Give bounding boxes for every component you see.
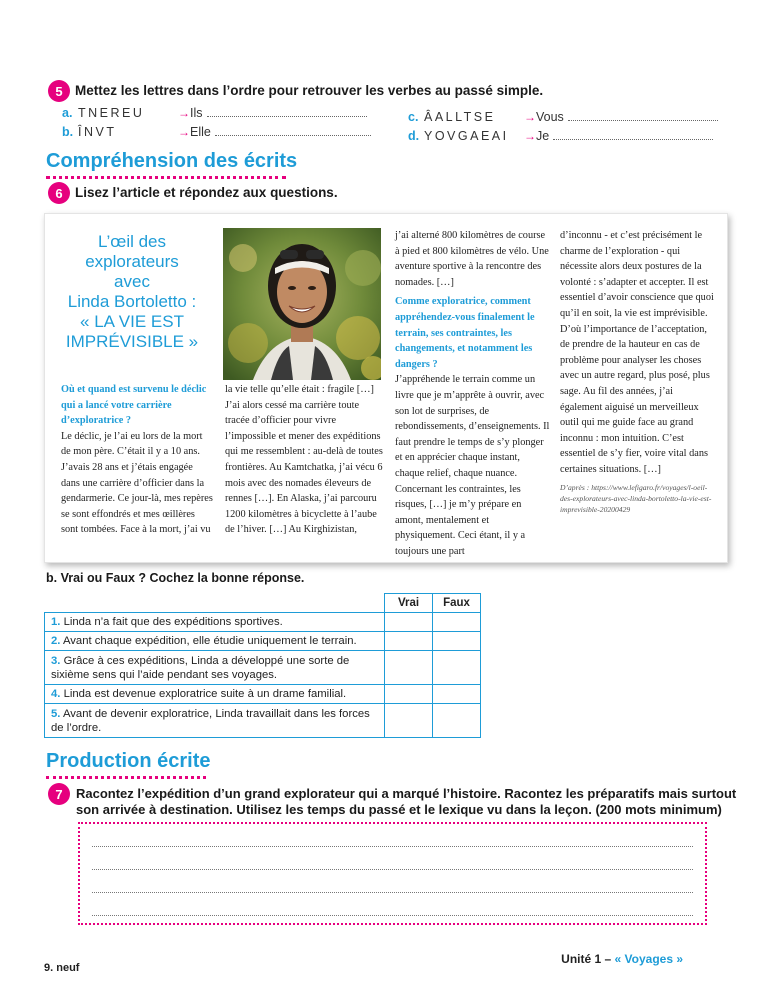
interview-answer: j’ai alterné 800 kilomètres de course à pied et 800 kilomètres de vélo. Une aventure sportive à la rencontre des nomades. […] — [395, 230, 549, 288]
exercise-instruction-line: Racontez l’expédition d’un grand explorateur qui a marqué l’histoire. Racontez les préparatifs mais surtout — [76, 786, 737, 801]
statement-number: 3. — [51, 654, 61, 667]
answer-blank[interactable] — [553, 130, 713, 140]
section-title-production: Production écrite — [46, 750, 211, 772]
statement — [45, 632, 385, 651]
scramble-item — [408, 110, 718, 124]
statement-text: Avant chaque expédition, elle étudie uniquement le terrain. — [62, 635, 357, 647]
scramble-item — [62, 125, 371, 139]
statement-number: 4. — [51, 688, 61, 700]
header-blank — [45, 594, 385, 613]
arrow-icon: → — [178, 125, 190, 139]
statement-text: Linda n’a fait que des expéditions sportives. — [63, 616, 283, 628]
true-false-table — [44, 593, 481, 738]
scrambled-word: ÎNVT — [78, 125, 117, 139]
scramble-item — [408, 129, 713, 143]
arrow-icon: → — [524, 110, 536, 124]
vrai-checkbox[interactable] — [385, 651, 433, 685]
unit-number: Unité 1 – — [561, 952, 615, 966]
table-row — [45, 685, 481, 704]
exercise-number-badge: 7 — [48, 783, 70, 805]
statement-number: 1. — [51, 616, 61, 628]
interview-answer: Le déclic, je l’ai eu lors de la mort de mon père. C’était il y a 10 ans. J’avais 28 ans et j’étais engagée dans une carrière d’officier dans la gendarmerie. Ce jour-là, mes repères se sont effondrés et mes œillères sont tombées. Face à la mort, j’ai vu — [61, 430, 213, 536]
table-header-row — [45, 594, 481, 613]
statement-number: 2. — [51, 635, 61, 647]
table-row — [45, 613, 481, 632]
vrai-checkbox[interactable] — [385, 632, 433, 651]
page-number: 9. neuf — [44, 962, 80, 974]
table-row — [45, 704, 481, 738]
writing-line[interactable] — [92, 915, 693, 916]
scrambled-word: TNEREU — [78, 106, 145, 120]
article-column-4 — [560, 228, 716, 515]
portrait-photo — [223, 228, 381, 380]
section-underline — [46, 176, 286, 179]
vrai-checkbox[interactable] — [385, 704, 433, 738]
exercise-instruction: Lisez l’article et répondez aux questions. — [75, 185, 338, 200]
statement — [45, 613, 385, 632]
article-card — [44, 213, 728, 563]
writing-line[interactable] — [92, 892, 693, 893]
table-row — [45, 632, 481, 651]
interview-question: Comme exploratrice, comment appréhendez-vous finalement le terrain, ses contraintes, les changements, et notamment les dangers ? — [395, 296, 535, 370]
statement — [45, 704, 385, 738]
answer-blank[interactable] — [568, 111, 718, 121]
scramble-item — [62, 106, 367, 120]
writing-area[interactable] — [78, 822, 707, 925]
vrai-checkbox[interactable] — [385, 685, 433, 704]
faux-checkbox[interactable] — [433, 613, 481, 632]
scrambled-word: ÂALLTSE — [424, 110, 496, 124]
writing-line[interactable] — [92, 869, 693, 870]
item-letter: a. — [62, 106, 73, 120]
statement-text: Avant de devenir exploratrice, Linda travaillait dans les forces de l’ordre. — [51, 707, 370, 734]
arrow-icon: → — [524, 129, 536, 143]
unit-label — [561, 952, 683, 966]
header-vrai: Vrai — [385, 594, 433, 613]
header-faux: Faux — [433, 594, 481, 613]
title-line: IMPRÉVISIBLE » — [65, 332, 199, 351]
article-source: D’après : https://www.lefigaro.fr/voyages/l-oeil-des-explorateurs-avec-linda-bortoletto-la-vie-est-imprevisible-20200429 — [560, 482, 712, 514]
title-line: explorateurs — [85, 252, 179, 271]
faux-checkbox[interactable] — [433, 704, 481, 738]
exercise-number-badge: 5 — [48, 80, 70, 102]
faux-checkbox[interactable] — [433, 685, 481, 704]
writing-line[interactable] — [92, 846, 693, 847]
faux-checkbox[interactable] — [433, 651, 481, 685]
statement — [45, 685, 385, 704]
interview-answer: la vie telle qu’elle était : fragile […] J’ai alors cessé ma carrière toute tracée d’officier pour vivre l’impossible et mener des expéditions qui me ressemblent : au-delà de toutes frontières. Au Kamtchatka, j’ai vécu 6 mois avec des nomades éleveurs de rennes […]. En Alaska, j’ai parcouru 1200 kilomètres à bicyclette à l’aube de l’hiver. […] Au Kirghizistan, — [225, 384, 383, 536]
table-row — [45, 651, 481, 685]
exercise-instruction-line: son arrivée à destination. Utilisez les temps du passé et le lexique vu dans la leçon. (200 mots minimum) — [76, 802, 722, 817]
interview-question: Où et quand est survenu le déclic qui a lancé votre carrière d’exploratrice ? — [61, 384, 207, 427]
interview-answer: d’inconnu - et c’est précisément le charme de l’exploration - qui nécessite alors deux postures de la volonté : s’adapter et accepter. Il est essentiel d’avoir conscience que quoi qu’il en soit, la vie est imprévisible. D’où l’importance de l’acceptation, de prendre de la hauteur en cas de problème pour analyser les choses avec un autre regard, plus posé, plus sage. Au fil des années, j’ai également aiguisé un merveilleux outil qui me guide face au grand inconnu : mon intuition. C’est essentiel de s’y fier, voire vital dans certaines situations. […] — [560, 230, 714, 475]
title-line: L’œil des — [97, 232, 167, 251]
answer-blank[interactable] — [207, 107, 367, 117]
section-underline — [46, 776, 206, 779]
interview-answer: J’appréhende le terrain comme un livre que je m’apprête à ouvrir, avec son lot de surprises, de rebondissements, d’enseignements. Il faut prendre le temps de s’y plonger et en apprécier chaque instant, chaque relief, chaque nuance. Concernant les contraintes, les risques, […] je m’y prépare en amont, mentalement et physiquement. Ceci étant, il y a toujours une part — [395, 374, 550, 557]
article-column-3 — [395, 228, 550, 559]
statement — [45, 651, 385, 685]
statement-text: Grâce à ces expéditions, Linda a développé une sorte de sixième sens qui l’aide pendant ses voyages. — [51, 654, 350, 681]
article-column-1 — [61, 382, 213, 538]
portrait-illustration — [223, 228, 381, 380]
pronoun: Elle — [190, 125, 211, 139]
title-line: Linda Bortoletto : — [67, 292, 197, 311]
title-line: avec — [114, 272, 150, 291]
item-letter: c. — [408, 110, 419, 124]
unit-title: « Voyages » — [614, 952, 683, 966]
scrambled-word: YOVGAEAI — [424, 129, 509, 143]
item-letter: d. — [408, 129, 420, 143]
section-title-comprehension: Compréhension des écrits — [46, 150, 298, 172]
title-line: « LA VIE EST — [80, 312, 184, 331]
answer-blank[interactable] — [215, 126, 371, 136]
exercise-instruction: Mettez les lettres dans l’ordre pour retrouver les verbes au passé simple. — [75, 83, 544, 98]
item-letter: b. — [62, 125, 74, 139]
sub-question-label: b. Vrai ou Faux ? Cochez la bonne réponse. — [46, 571, 305, 585]
pronoun: Je — [536, 129, 550, 143]
article-title — [57, 232, 207, 352]
article-column-2 — [225, 382, 385, 538]
faux-checkbox[interactable] — [433, 632, 481, 651]
statement-text: Linda est devenue exploratrice suite à un drame familial. — [63, 688, 347, 700]
vrai-checkbox[interactable] — [385, 613, 433, 632]
pronoun: Vous — [536, 110, 564, 124]
arrow-icon: → — [178, 106, 190, 120]
exercise-number-badge: 6 — [48, 182, 70, 204]
pronoun: Ils — [190, 106, 203, 120]
statement-number: 5. — [51, 707, 61, 720]
